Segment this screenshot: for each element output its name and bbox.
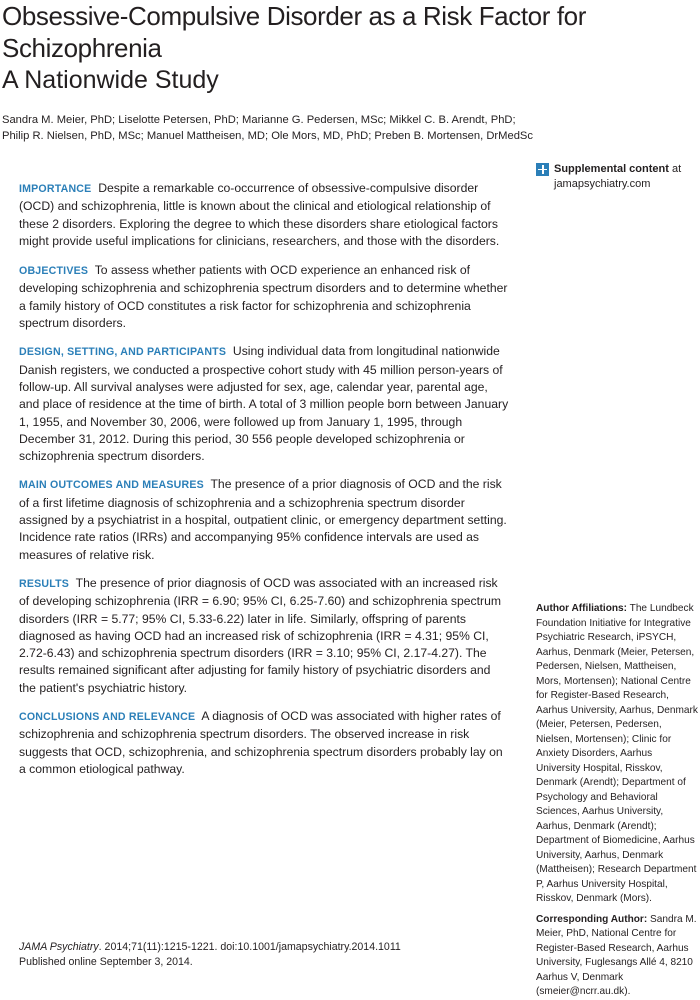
citation [19, 940, 439, 970]
abstract-objectives [19, 262, 509, 332]
section-label: CONCLUSIONS AND RELEVANCE [19, 711, 196, 724]
abstract-main-outcomes [19, 476, 509, 563]
author-list: Sandra M. Meier, PhD; Liselotte Petersen, PhD; Marianne G. Pedersen, MSc; Mikkel C. B. Arendt, PhD; Philip R. Nielsen, PhD, MSc; Manuel Mattheisen, MD; Ole Mors, MD, PhD; Preben B. Mortensen, DrMedSc [2, 114, 533, 142]
section-text: To assess whether patients with OCD experience an enhanced risk of developing schizophrenia and schizophrenia spectrum disorders and to determine whether a family history of OCD constitutes a risk factor for schizophrenia and schizophrenia spectrum disorders. [19, 263, 508, 331]
plus-icon [536, 163, 549, 176]
section-text: The presence of a prior diagnosis of OCD and the risk of a first lifetime diagnosis of schizophrenia and a schizophrenia spectrum disorder assigned by a psychiatrist in a hospital, outpatient clinic, or emergency department setting. Incidence rate ratios (IRRs) and accompanying 95% confidence intervals are used as measures of relative risk. [19, 477, 507, 562]
abstract-design [19, 343, 509, 465]
article-title: Obsessive-Compulsive Disorder as a Risk Factor for Schizophrenia [2, 1, 586, 63]
section-label: OBJECTIVES [19, 265, 89, 278]
section-label: RESULTS [19, 577, 70, 590]
corresponding-author [536, 913, 698, 1000]
section-text: Despite a remarkable co-occurrence of obsessive-compulsive disorder (OCD) and schizophrenia, little is known about the clinical and etiological relationship of these 2 disorders. Exploring the degree to which these disorders share etiological factors might provide useful implications for clinicians, researchers, and those with the disorders. [19, 181, 500, 248]
abstract [19, 180, 509, 778]
corresponding-text: Sandra M. Meier, PhD, National Centre for Register-Based Research, Aarhus University, Fuglesangs Allé 4, 8210 Aarhus V, Denmark (smeier@ncrr.au.dk). [536, 913, 697, 997]
section-label: IMPORTANCE [19, 183, 92, 195]
affiliations-text: The Lundbeck Foundation Initiative for Integrative Psychiatric Research, iPSYCH, Aarhus, Denmark (Meier, Petersen, Pedersen, Nielsen, Mattheisen, Mors, Mortensen); National Centre for Register-Based Research, Aarhus University, Aarhus, Denmark (Meier, Petersen, Pedersen, Nielsen, Mortensen); Clinic for Anxiety Disorders, Aarhus University Hospital, Risskov, Denmark (Arendt); Department of Psychology and Behavioral Sciences, Aarhus University, Aarhus, Denmark (Arendt); Department of Biomedicine, Aarhus University, Aarhus, Denmark (Mattheisen); Research Department P, Aarhus University Hospital, Risskov, Denmark (Mors). [536, 603, 698, 904]
abstract-results [19, 575, 509, 697]
supplemental-content-link[interactable] [536, 162, 696, 192]
affiliations-label: Author Affiliations: [536, 603, 628, 614]
section-label: MAIN OUTCOMES AND MEASURES [19, 479, 204, 492]
section-text: A diagnosis of OCD was associated with higher rates of schizophrenia and schizophrenia spectrum disorders. The observed increase in risk suggests that OCD, schizophrenia, and schizophrenia spectrum disorders probably lay on a common etiological pathway. [19, 709, 503, 776]
section-label: DESIGN, SETTING, AND PARTICIPANTS [19, 346, 227, 359]
author-affiliations [536, 602, 698, 907]
abstract-importance [19, 180, 509, 250]
published-date: Published online September 3, 2014. [19, 956, 193, 968]
supplemental-at: at [668, 163, 682, 175]
section-text: Using individual data from longitudinal nationwide Danish registers, we conducted a prospective cohort study with 45 million person-years of follow-up. All survival analyses were adjusted for sex, age, calendar year, parental age, and place of residence at the time of birth. A total of 3 million people born between January 1, 1955, and November 30, 2006, were followed up from January 1, 1995, through December 31, 2012. During this period, 30 556 people developed schizophrenia or schizophrenia spectrum disorders. [19, 344, 509, 464]
citation-details: . 2014;71(11):1215-1221. doi:10.1001/jamapsychiatry.2014.1011 [98, 941, 401, 953]
citation-line [19, 940, 439, 955]
article-subtitle: A Nationwide Study [2, 66, 219, 94]
supplemental-site: jamapsychiatry.com [554, 178, 651, 190]
abstract-conclusions [19, 708, 509, 778]
section-text: The presence of prior diagnosis of OCD was associated with an increased risk of developing schizophrenia (IRR = 6.90; 95% CI, 6.25-7.60) and schizophrenia spectrum disorders (IRR = 5.77; 95% CI, 5.33-6.22) later in life. Similarly, offspring of parents diagnosed as having OCD had an increased risk of schizophrenia (IRR = 4.31; 95% CI, 2.72-6.43) and schizophrenia spectrum disorders (IRR = 3.10; 95% CI, 2.17-4.27). The results remained significant after adjusting for family history of psychiatric disorders and the patient's psychiatric history. [19, 575, 502, 695]
author-info [536, 602, 698, 1000]
supplemental-label: Supplemental content [554, 163, 669, 175]
corresponding-label: Corresponding Author: [536, 913, 648, 925]
journal-name: JAMA Psychiatry [19, 941, 99, 953]
